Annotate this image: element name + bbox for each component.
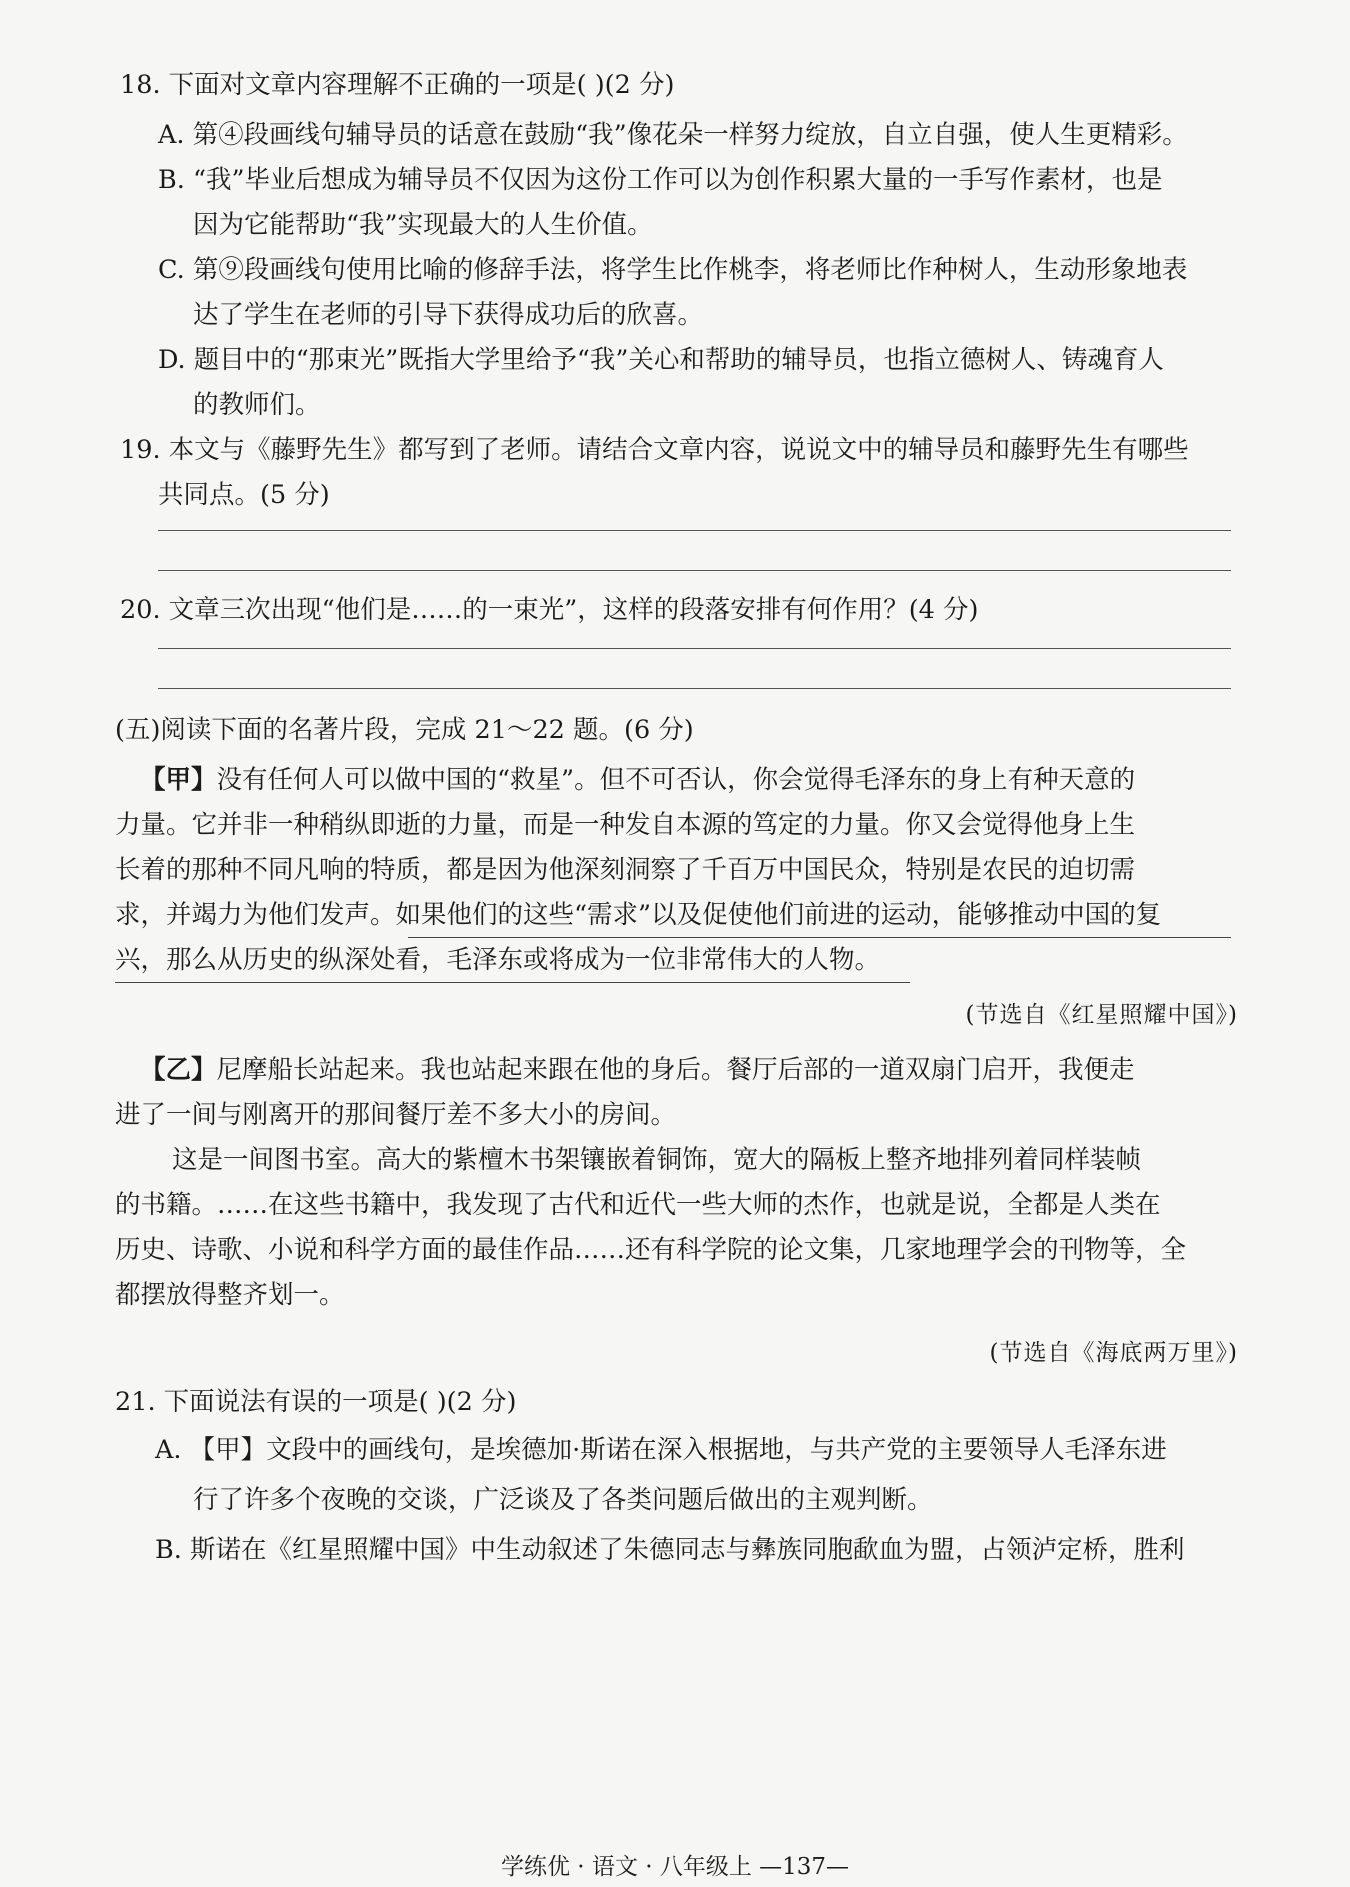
q18-option-b-cont: 因为它能帮助“我”实现最大的人生价值。 [193, 210, 653, 240]
underline-2 [115, 982, 910, 983]
q19-stem: 19. 本文与《藤野先生》都写到了老师。请结合文章内容，说说文中的辅导员和藤野先生有哪些 [120, 435, 1189, 465]
passage-yi-source: (节选自《海底两万里》) [989, 1340, 1238, 1366]
underlined-sentence-part-1: 如果他们的这些“需求”以及促使他们前进的运动，能够推动中国的复 [395, 900, 1162, 930]
q21-option-a-cont: 行了许多个夜晚的交谈，广泛谈及了各类问题后做出的主观判断。 [193, 1485, 933, 1515]
page-footer: 学练优 · 语文 · 八年级上 —137— [500, 1854, 850, 1880]
q21-stem: 21. 下面说法有误的一项是( )(2 分) [115, 1387, 517, 1417]
q18-stem: 18. 下面对文章内容理解不正确的一项是( )(2 分) [120, 70, 675, 100]
q19-answer-line-2[interactable] [158, 570, 1231, 571]
passage-yi-line-5: 历史、诗歌、小说和科学方面的最佳作品……还有科学院的论文集，几家地理学会的刊物等，全 [115, 1235, 1187, 1265]
q20-answer-line-2[interactable] [158, 688, 1231, 689]
passage-yi-line-2: 进了一间与刚离开的那间餐厅差不多大小的房间。 [115, 1100, 677, 1130]
passage-yi-line-6: 都摆放得整齐划一。 [115, 1280, 345, 1310]
passage-jia-line-2: 力量。它并非一种稍纵即逝的力量，而是一种发自本源的笃定的力量。你又会觉得他身上生 [115, 810, 1136, 840]
section5-heading: (五)阅读下面的名著片段，完成 21～22 题。(6 分) [115, 715, 694, 745]
passage-yi-line-3: 这是一间图书室。高大的紫檀木书架镶嵌着铜饰，宽大的隔板上整齐地排列着同样装帧 [172, 1145, 1142, 1175]
passage-jia-source: (节选自《红星照耀中国》) [965, 1002, 1238, 1028]
q18-option-c-cont: 达了学生在老师的引导下获得成功后的欣喜。 [193, 300, 704, 330]
q21-option-a: A. 【甲】文段中的画线句，是埃德加·斯诺在深入根据地，与共产党的主要领导人毛泽东进 [155, 1435, 1167, 1465]
underline-1 [408, 937, 1231, 938]
passage-yi-line-4: 的书籍。……在这些书籍中，我发现了古代和近代一些大师的杰作，也就是说，全都是人类在 [115, 1190, 1161, 1220]
q18-option-b: B. “我”毕业后想成为辅导员不仅因为这份工作可以为创作积累大量的一手写作素材，也是 [158, 165, 1163, 195]
q20-stem: 20. 文章三次出现“他们是……的一束光”，这样的段落安排有何作用？(4 分) [120, 595, 979, 625]
passage-yi-line-1: 【乙】尼摩船长站起来。我也站起来跟在他的身后。餐厅后部的一道双扇门启开，我便走 [140, 1055, 1135, 1085]
passage-jia-label: 【甲】 [140, 765, 217, 795]
q21-option-b: B. 斯诺在《红星照耀中国》中生动叙述了朱德同志与彝族同胞歃血为盟，占领泸定桥，胜利 [155, 1535, 1185, 1565]
underlined-sentence-part-2: 兴，那么从历史的纵深处看，毛泽东或将成为一位非常伟大的人物。 [115, 945, 881, 975]
q19-answer-line-1[interactable] [158, 530, 1231, 531]
passage-jia-line-3: 长着的那种不同凡响的特质，都是因为他深刻洞察了千百万中国民众，特别是农民的迫切需 [115, 855, 1136, 885]
q20-answer-line-1[interactable] [158, 648, 1231, 649]
q18-option-d: D. 题目中的“那束光”既指大学里给予“我”关心和帮助的辅导员，也指立德树人、铸魂育人 [158, 345, 1164, 375]
q19-stem-cont: 共同点。(5 分) [158, 480, 330, 510]
q18-option-d-cont: 的教师们。 [193, 390, 321, 420]
q18-option-a: A. 第④段画线句辅导员的话意在鼓励“我”像花朵一样努力绽放，自立自强，使人生更精彩。 [158, 120, 1188, 150]
passage-yi-label: 【乙】 [140, 1055, 217, 1085]
passage-jia-line-1: 【甲】没有任何人可以做中国的“救星”。但不可否认，你会觉得毛泽东的身上有种天意的 [140, 765, 1136, 795]
passage-jia-line-4: 求，并竭力为他们发声。如果他们的这些“需求”以及促使他们前进的运动，能够推动中国的复 [115, 900, 1162, 930]
q18-option-c: C. 第⑨段画线句使用比喻的修辞手法，将学生比作桃李，将老师比作种树人，生动形象地表 [158, 255, 1188, 285]
